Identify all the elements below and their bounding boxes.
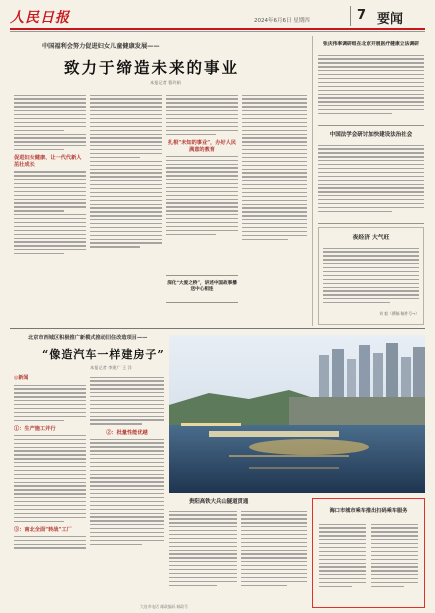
photo-story-col-2: [241, 508, 307, 600]
second-byline: 本报记者 李建广 王 洋: [90, 365, 132, 370]
masthead-thin-rule: [10, 31, 425, 32]
right-story-2-title: 中国法学会研讨加快建设法治社会: [329, 132, 413, 138]
essay-box: [318, 227, 424, 325]
right-story-2-body: [318, 142, 424, 220]
lead-callout-text: 深化“大爱之桥”，讲述中国故事播送中心相连: [167, 281, 237, 292]
right-rule-2: [318, 223, 424, 224]
page-footer: 大连市电话 邮政编码 邮政号: [140, 604, 188, 609]
masthead-rule: [10, 28, 425, 30]
second-tag: ◎新闻: [14, 375, 29, 381]
lead-subhead-2: 扎根“未知的事业”，办好人民满意的教育: [167, 139, 237, 153]
page-number: 7: [357, 8, 367, 23]
page-indicator: [350, 6, 426, 26]
right-rule-1: [318, 125, 424, 126]
fold-rule: [10, 328, 425, 329]
right-story-1-body: [318, 52, 424, 122]
lead-byline: 本报记者 曹玲娟: [150, 80, 181, 85]
essay-title: 夜经济 大气旺: [352, 235, 390, 241]
lead-column-1: [14, 92, 86, 316]
masthead: [10, 6, 425, 28]
section-name: 要闻: [377, 12, 404, 27]
city-photo: [169, 335, 425, 493]
second-kicker: 北京市西城区积极推广新模式推动旧住改造项目——: [28, 335, 148, 341]
second-subhead-1: ①：生产施工并行: [14, 425, 56, 432]
column-divider: [312, 36, 313, 326]
essay-author: 刘 毅（撰稿·稿件号→）: [379, 311, 419, 316]
lead-column-4: [242, 92, 307, 316]
photo-story-col-1: [169, 508, 237, 600]
second-subhead-3: ③：南北全面“转战”工厂: [14, 526, 72, 533]
newspaper-logo: 人民日报: [10, 10, 70, 26]
issue-date: 2024年6月6日 星期四: [254, 18, 310, 24]
lead-headline: 致力于缔造未来的事业: [64, 58, 240, 77]
photo-caption: 贵阳高铁大兵山隧道贯通: [189, 499, 249, 505]
second-headline: “像造汽车一样建房子”: [42, 348, 165, 361]
highlighted-story-frame[interactable]: [312, 498, 425, 608]
lead-column-2: [90, 92, 162, 316]
right-story-1-title: 张庆伟率调研组在北京开展医疗健康立法调研: [323, 41, 419, 47]
lead-callout: [166, 275, 238, 303]
second-subhead-2: ②：批量性能优越: [106, 429, 148, 436]
highlighted-story-title: 海口市城市乘车推出扫码乘车服务: [329, 508, 408, 514]
lead-kicker: 中国福利会努力促进妇女儿童健康发展——: [42, 43, 160, 50]
lead-subhead-1: 促进妇女健康、让一代代新人茁壮成长: [14, 155, 82, 169]
second-column-1: [14, 382, 86, 600]
second-column-2: [90, 374, 164, 600]
